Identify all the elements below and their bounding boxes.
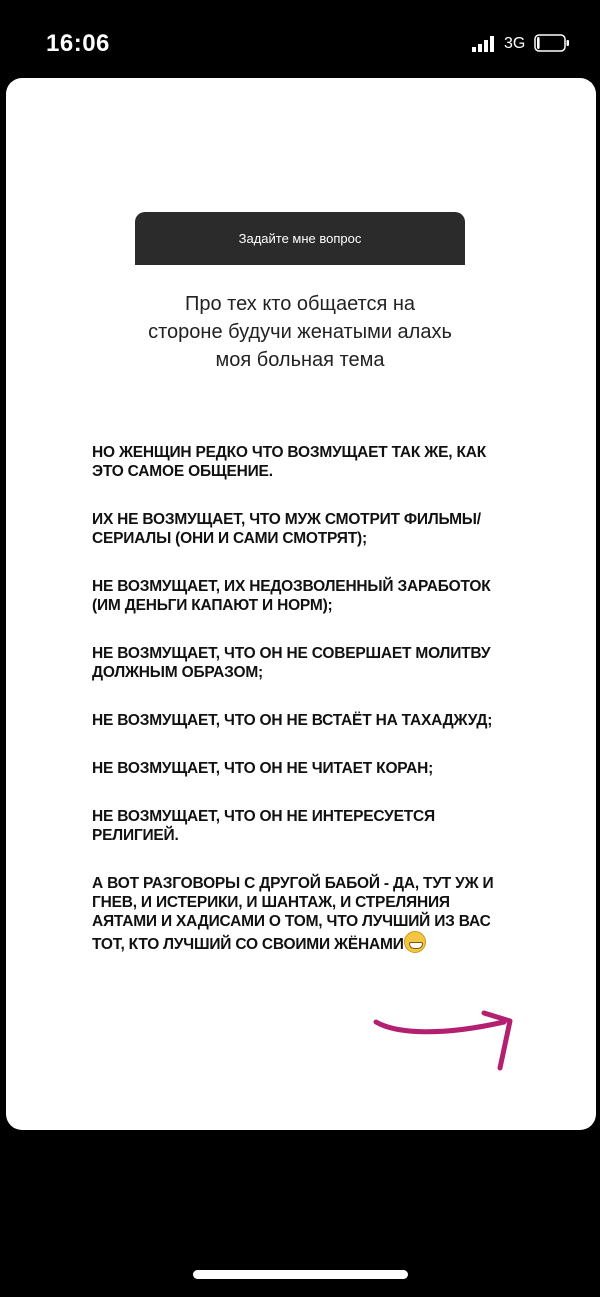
home-indicator[interactable] xyxy=(193,1270,408,1279)
answer-paragraph: НЕ ВОЗМУЩАЕТ, ЧТО ОН НЕ ИНТЕРЕСУЕТСЯ РЕЛИГИЕЙ. xyxy=(92,808,435,844)
grinning-sweat-emoji-icon xyxy=(404,931,426,953)
answer-paragraph: НЕ ВОЗМУЩАЕТ, ИХ НЕДОЗВОЛЕННЫЙ ЗАРАБОТОК (ИМ ДЕНЬГИ КАПАЮТ И НОРМ); xyxy=(92,578,491,614)
answer-paragraph: НЕ ВОЗМУЩАЕТ, ЧТО ОН НЕ ВСТАЁТ НА ТАХАДЖУД; xyxy=(92,712,493,729)
battery-icon xyxy=(534,34,570,52)
answer-paragraph-last xyxy=(92,874,512,954)
network-type: 3G xyxy=(504,35,526,52)
signal-icon xyxy=(472,36,498,52)
status-bar xyxy=(0,0,600,80)
answer-paragraph-text: А ВОТ РАЗГОВОРЫ С ДРУГОЙ БАБОЙ - ДА, ТУТ УЖ И ГНЕВ, И ИСТЕРИКИ, И ШАНТАЖ, И СТРЕЛЯНИЯ АЯТАМИ И ХАДИСАМИ О ТОМ, ЧТО ЛУЧШИЙ ИЗ ВАС ТОТ, КТО ЛУЧШИЙ СО СВОИМИ ЖЁНАМИ xyxy=(92,875,494,953)
question-text: Про тех кто общается на стороне будучи женатыми алахь моя больная тема xyxy=(148,293,452,371)
answer-paragraph: НО ЖЕНЩИН РЕДКО ЧТО ВОЗМУЩАЕТ ТАК ЖЕ, КАК ЭТО САМОЕ ОБЩЕНИЕ. xyxy=(92,444,486,480)
hand-drawn-arrow-right-icon xyxy=(372,1010,517,1072)
answer-paragraph: НЕ ВОЗМУЩАЕТ, ЧТО ОН НЕ ЧИТАЕТ КОРАН; xyxy=(92,760,434,777)
answer-paragraph: ИХ НЕ ВОЗМУЩАЕТ, ЧТО МУЖ СМОТРИТ ФИЛЬМЫ/СЕРИАЛЫ (ОНИ И САМИ СМОТРЯТ); xyxy=(92,511,481,547)
question-sticker-header: Задайте мне вопрос xyxy=(135,212,465,265)
answer-text xyxy=(92,443,512,983)
status-time: 16:06 xyxy=(46,30,110,57)
answer-paragraph: НЕ ВОЗМУЩАЕТ, ЧТО ОН НЕ СОВЕРШАЕТ МОЛИТВУ ДОЛЖНЫМ ОБРАЗОМ; xyxy=(92,645,491,681)
